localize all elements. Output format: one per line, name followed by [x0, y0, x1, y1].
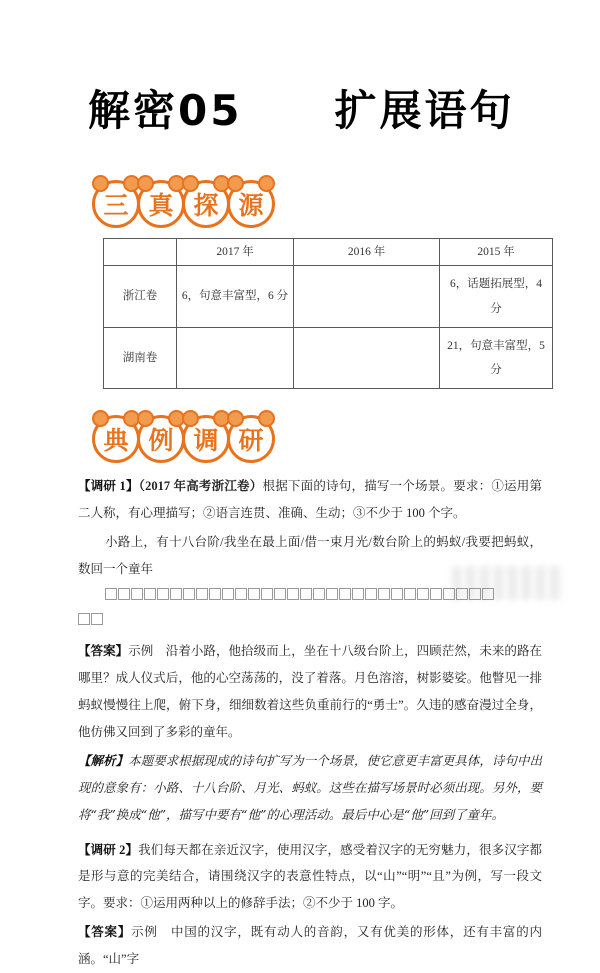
badge-char: 源: [238, 191, 264, 220]
answer-square: [313, 588, 325, 600]
question-2-label: 【调研 2】: [78, 842, 139, 857]
panda-badge-icon: [137, 180, 185, 228]
question-1-label: 【调研 1】: [78, 478, 139, 493]
answer-square: [78, 613, 90, 625]
badge-char: 典: [103, 425, 129, 455]
answer-2: [78, 919, 542, 973]
panda-badge-icon: [137, 415, 185, 463]
answer-square: [131, 588, 143, 600]
answer-square: [469, 588, 481, 600]
title-lesson-number: 解密05: [88, 86, 243, 135]
answer-square: [443, 588, 455, 600]
answer-square: [209, 588, 221, 600]
answer-square: [456, 588, 468, 600]
answer-square: [365, 588, 377, 600]
panda-badge-icon: [182, 180, 230, 228]
row-label-hunan: 湖南卷: [104, 327, 177, 388]
cell-hunan-2017: [177, 327, 294, 388]
answer-square: [248, 588, 260, 600]
answer-1-label: 【答案】: [78, 644, 129, 659]
panda-badge-icon: [92, 180, 140, 228]
answer-square: [417, 588, 429, 600]
badge-char: 例: [148, 425, 174, 455]
answer-square: [274, 588, 286, 600]
analysis-1: [78, 748, 542, 829]
panda-badge-icon: [227, 415, 275, 463]
answer-square: [352, 588, 364, 600]
question-1-source: （2017 年高考浙江卷）: [138, 478, 263, 493]
answer-square: [404, 588, 416, 600]
question-1-text: 根据下面的诗句，描写一个场景。要求：①运用第二人称，有心理描写；②语言连贯、准确、生动；③不少于 100 个字。: [78, 478, 542, 520]
section-header-zhentanyuan: [92, 172, 542, 228]
table-row: [104, 327, 553, 388]
answer-grid-row1: [78, 588, 542, 604]
answer-square: [482, 588, 494, 600]
answer-2-text: 示例 中国的汉字，既有动人的音韵，又有优美的形体，还有丰富的内涵。“山”字: [78, 925, 542, 967]
section-header-dianlidiaoyan: [92, 407, 542, 463]
header-cell-blank: [104, 239, 177, 266]
answer-square: [235, 588, 247, 600]
header-cell-2017: 2017 年: [177, 239, 294, 266]
analysis-1-label: 【解析】: [78, 752, 129, 768]
answer-2-label: 【答案】: [78, 925, 132, 940]
table-header-row: [104, 239, 553, 266]
answer-1: [78, 638, 542, 746]
answer-1-text: 示例 沿着小路，他拾级而上，坐在十八级台阶上，四顾茫然，未来的路在哪里？成人仪式后，他的心空荡荡的，没了着落。月色溶溶，树影婆娑。他瞥见一排蚂蚁慢慢往上爬，俯下身，细细数着这些负重前行的“勇士”。久违的感奋漫过全身，他仿佛又回到了多彩的童年。: [78, 644, 542, 740]
answer-square: [430, 588, 442, 600]
badge-char: 研: [238, 425, 264, 455]
exam-history-table: [103, 238, 553, 389]
answer-square: [118, 588, 130, 600]
cell-zhejiang-2016: [294, 266, 440, 327]
answer-square: [326, 588, 338, 600]
answer-square: [222, 588, 234, 600]
header-cell-2016: 2016 年: [294, 239, 440, 266]
table-row: [104, 266, 553, 327]
badge-char: 调: [193, 425, 219, 455]
cell-zhejiang-2015: 6，话题拓展型，4 分: [440, 266, 553, 327]
badge-char: 三: [103, 191, 129, 220]
question-1-poem: 小路上，有十八台阶/我坐在最上面/借一束月光/数台阶上的蚂蚁/我要把蚂蚁，数回一个童年: [78, 534, 542, 576]
cell-hunan-2016: [294, 327, 440, 388]
title-topic: 扩展语句: [334, 86, 515, 135]
answer-square: [196, 588, 208, 600]
cell-zhejiang-2017: 6，句意丰富型，6 分: [177, 266, 294, 327]
answer-square: [339, 588, 351, 600]
analysis-1-text: 本题要求根据现成的诗句扩写为一个场景，使它意更丰富更具体，诗句中出现的意象有：小路、十八台阶、月光、蚂蚁。这些在描写场景时必须出现。另外，要将“我”换成“他”，描写中要有“他”的心理活动。最后中心是“他”回到了童年。: [78, 752, 542, 822]
question-1: [78, 473, 542, 527]
header-cell-2015: 2015 年: [440, 239, 553, 266]
badge-char: 探: [193, 191, 219, 220]
panda-badge-icon: [227, 180, 275, 228]
answer-square: [287, 588, 299, 600]
answer-square: [378, 588, 390, 600]
answer-grid-row2: [78, 613, 542, 629]
answer-square: [261, 588, 273, 600]
row-label-zhejiang: 浙江卷: [104, 266, 177, 327]
page-title: [88, 78, 542, 138]
answer-square: [91, 613, 103, 625]
answer-square: [170, 588, 182, 600]
answer-square: [144, 588, 156, 600]
answer-square: [105, 588, 117, 600]
answer-grid: [78, 588, 542, 629]
panda-badge-icon: [92, 415, 140, 463]
answer-square: [157, 588, 169, 600]
answer-square: [391, 588, 403, 600]
question-2-text: 我们每天都在亲近汉字，使用汉字，感受着汉字的无穷魅力，很多汉字都是形与意的完美结合，请围绕汉字的表意性特点，以“山”“明”“且”为例，写一段文字。要求：①运用两种以上的修辞手法；②不少于 100 字。: [78, 842, 542, 911]
badge-char: 真: [148, 191, 174, 220]
answer-square: [300, 588, 312, 600]
panda-badge-icon: [182, 415, 230, 463]
cell-hunan-2015: 21，句意丰富型，5 分: [440, 327, 553, 388]
answer-square: [183, 588, 195, 600]
